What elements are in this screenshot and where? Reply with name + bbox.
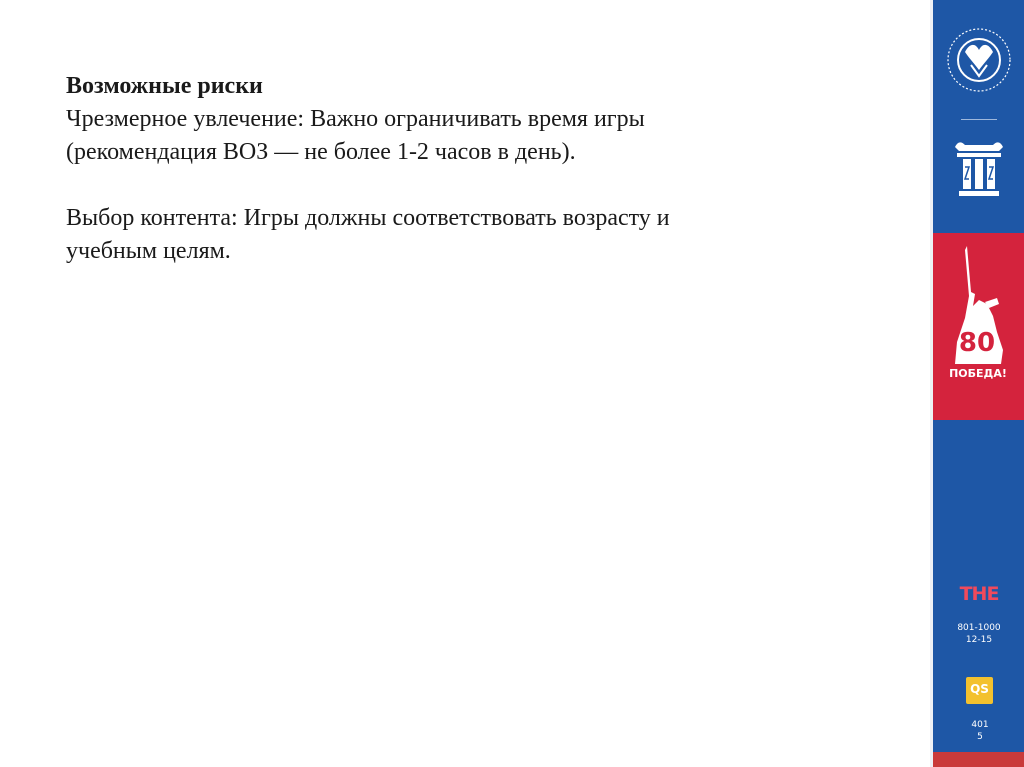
the-ranking-line-1: 801-1000	[957, 623, 1001, 633]
paragraph-1-line-1: Чрезмерное увлечение: Важно ограничивать время игры	[66, 106, 645, 132]
qs-ranking-line-2: 5	[977, 732, 983, 742]
the-ranking-line-2: 12-15	[965, 635, 993, 645]
slide-heading: Возможные риски	[66, 73, 263, 99]
the-ranking-logo: THE	[959, 583, 999, 605]
paragraph-gap	[66, 169, 906, 202]
university-seal-icon	[945, 20, 1013, 104]
qs-ranking-line-1: 401	[971, 720, 989, 730]
victory-text: ПОБЕДА!	[949, 367, 1007, 380]
qs-ranking-values	[958, 719, 1002, 743]
paragraph-2-line-2: учебным целям.	[66, 238, 231, 264]
qs-ranking-label: QS	[970, 682, 989, 696]
paragraph-1-line-2: (рекомендация ВОЗ — не более 1-2 часов в день).	[66, 139, 576, 165]
paragraph-2-line-1: Выбор контента: Игры должны соответствовать возрасту и	[66, 205, 670, 231]
sidebar-bottom-accent	[933, 752, 1024, 767]
column-building-icon	[951, 137, 1007, 199]
victory-number: 80	[958, 328, 996, 358]
sidebar-divider	[961, 119, 997, 120]
the-ranking-values	[948, 622, 1010, 646]
slide-content	[66, 70, 906, 268]
